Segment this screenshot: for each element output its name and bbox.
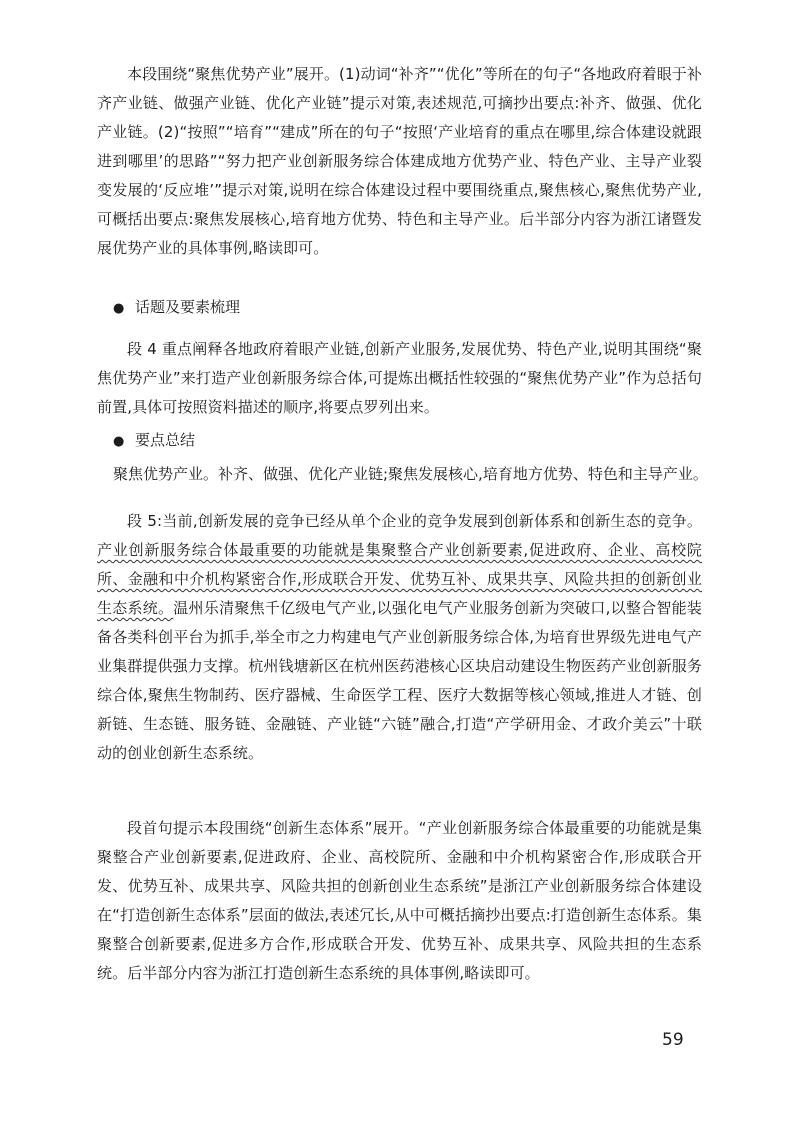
heading-topic-elements xyxy=(113,293,240,323)
analysis-paragraph-section4: 段 4 重点阐释各地政府着眼产业链,创新产业服务,发展优势、特色产业,说明其围绕“聚焦优势产业”来打造产业创新服务综合体,可提炼出概括性较强的“聚焦优势产业”作为总括句前置,具体可按照资料描述的顺序,将要点罗列出来。 xyxy=(97,340,702,416)
source-paragraph-section5 xyxy=(97,507,702,768)
bullet-dot-icon: ● xyxy=(113,434,125,449)
section5-underlined-sentence: 产业创新服务综合体最重要的功能就是集聚整合产业创新要素,促进政府、企业、高校院所、金融和中介机构紧密合作,形成联合开发、优势互补、成果共享、风险共担的创新创业生态系统。 xyxy=(97,541,702,617)
heading-key-points-text: 要点总结 xyxy=(135,431,196,449)
section5-examples: 温州乐清聚焦千亿级电气产业,以强化电气产业服务创新为突破口,以整合智能装备各类科创平台为抓手,举全市之力构建电气产业创新服务综合体,为培育世界级先进电气产业集群提供强力支撑。杭州钱塘新区在杭州医药港核心区块启动建设生物医药产业创新服务综合体,聚焦生物制药、医疗器械、生命医学工程、医疗大数据等核心领域,推进人才链、创新链、生态链、服务链、金融链、产业链“六链”融合,打造“产学研用金、才政介美云”十联动的创业创新生态系统。 xyxy=(97,599,702,762)
key-points-summary: 聚焦优势产业。补齐、做强、优化产业链;聚焦发展核心,培育地方优势、特色和主导产业。 xyxy=(113,465,708,483)
heading-key-points xyxy=(113,426,195,456)
heading-topic-text: 话题及要素梳理 xyxy=(135,298,241,316)
page-number: 59 xyxy=(662,1030,684,1050)
bullet-dot-icon: ● xyxy=(113,301,125,316)
analysis-paragraph-focus-industry: 本段围绕“聚焦优势产业”展开。(1)动词“补齐”“优化”等所在的句子“各地政府着眼于补齐产业链、做强产业链、优化产业链”提示对策,表述规范,可摘抄出要点:补齐、做强、优化产业链。(2)“按照”“培育”“建成”所在的句子“按照‘产业培育的重点在哪里,综合体建设就跟进到哪里’的思路”“努力把产业创新服务综合体建成地方优势产业、特色产业、主导产业裂变发展的‘反应堆’”提示对策,说明在综合体建设过程中要围绕重点,聚焦核心,聚焦优势产业,可概括出要点:聚焦发展核心,培育地方优势、特色和主导产业。后半部分内容为浙江诸暨发展优势产业的具体事例,略读即可。 xyxy=(97,65,702,257)
section5-intro: 段 5:当前,创新发展的竞争已经从单个企业的竞争发展到创新体系和创新生态的竞争。 xyxy=(127,512,702,530)
analysis-paragraph-innovation-ecosystem: 段首句提示本段围绕“创新生态体系”展开。“产业创新服务综合体最重要的功能就是集聚整合产业创新要素,促进政府、企业、高校院所、金融和中介机构紧密合作,形成联合开发、优势互补、成果共享、风险共担的创新创业生态系统”是浙江产业创新服务综合体建设在“打造创新生态体系”层面的做法,表述冗长,从中可概括摘抄出要点:打造创新生态体系。集聚整合创新要素,促进多方合作,形成联合开发、优势互补、成果共享、风险共担的生态系统。后半部分内容为浙江打造创新生态系统的具体事例,略读即可。 xyxy=(97,819,702,982)
